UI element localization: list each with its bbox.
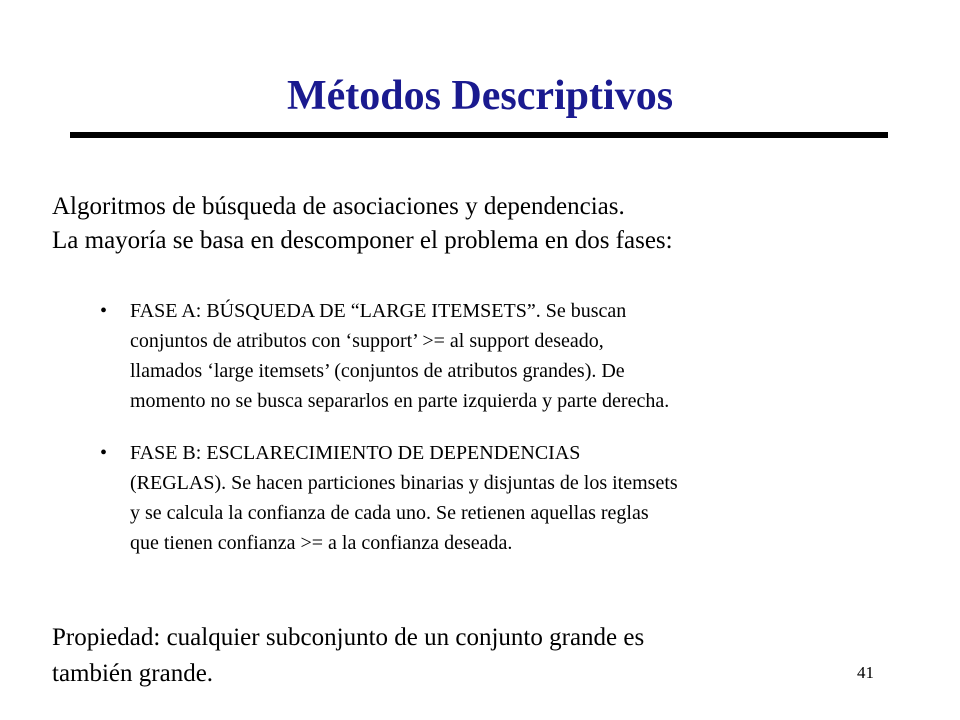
phase-b-item [100, 438, 880, 558]
bullet-line: momento no se busca separarlos en parte izquierda y parte derecha. [130, 390, 670, 412]
bullet-line: conjuntos de atributos con ‘support’ >= al support deseado, [130, 330, 604, 352]
bullet-line: FASE B: ESCLARECIMIENTO DE DEPENDENCIAS [130, 442, 581, 464]
page-number: 41 [857, 663, 874, 682]
bullet-line: (REGLAS). Se hacen particiones binarias y disjuntas de los itemsets [130, 472, 678, 494]
title-divider [70, 132, 888, 138]
bullet-icon: • [100, 300, 108, 322]
property-statement [52, 620, 852, 692]
intro-line: Algoritmos de búsqueda de asociaciones y dependencias. [52, 193, 625, 220]
bullet-icon: • [100, 442, 108, 464]
property-line: también grande. [52, 660, 214, 687]
bullet-line: y se calcula la confianza de cada uno. Se retienen aquellas reglas [130, 502, 649, 524]
bullet-line: FASE A: BÚSQUEDA DE “LARGE ITEMSETS”. Se buscan [130, 300, 627, 322]
bullet-line: llamados ‘large itemsets’ (conjuntos de atributos grandes). De [130, 360, 625, 382]
phase-a-item [100, 296, 880, 416]
bullet-line: que tienen confianza >= a la confianza deseada. [130, 532, 513, 554]
property-line: Propiedad: cualquier subconjunto de un conjunto grande es [52, 624, 645, 651]
intro-line: La mayoría se basa en descomponer el problema en dos fases: [52, 227, 673, 254]
phase-list [100, 296, 880, 580]
intro-text [52, 190, 922, 258]
slide-title: Métodos Descriptivos [286, 73, 674, 119]
